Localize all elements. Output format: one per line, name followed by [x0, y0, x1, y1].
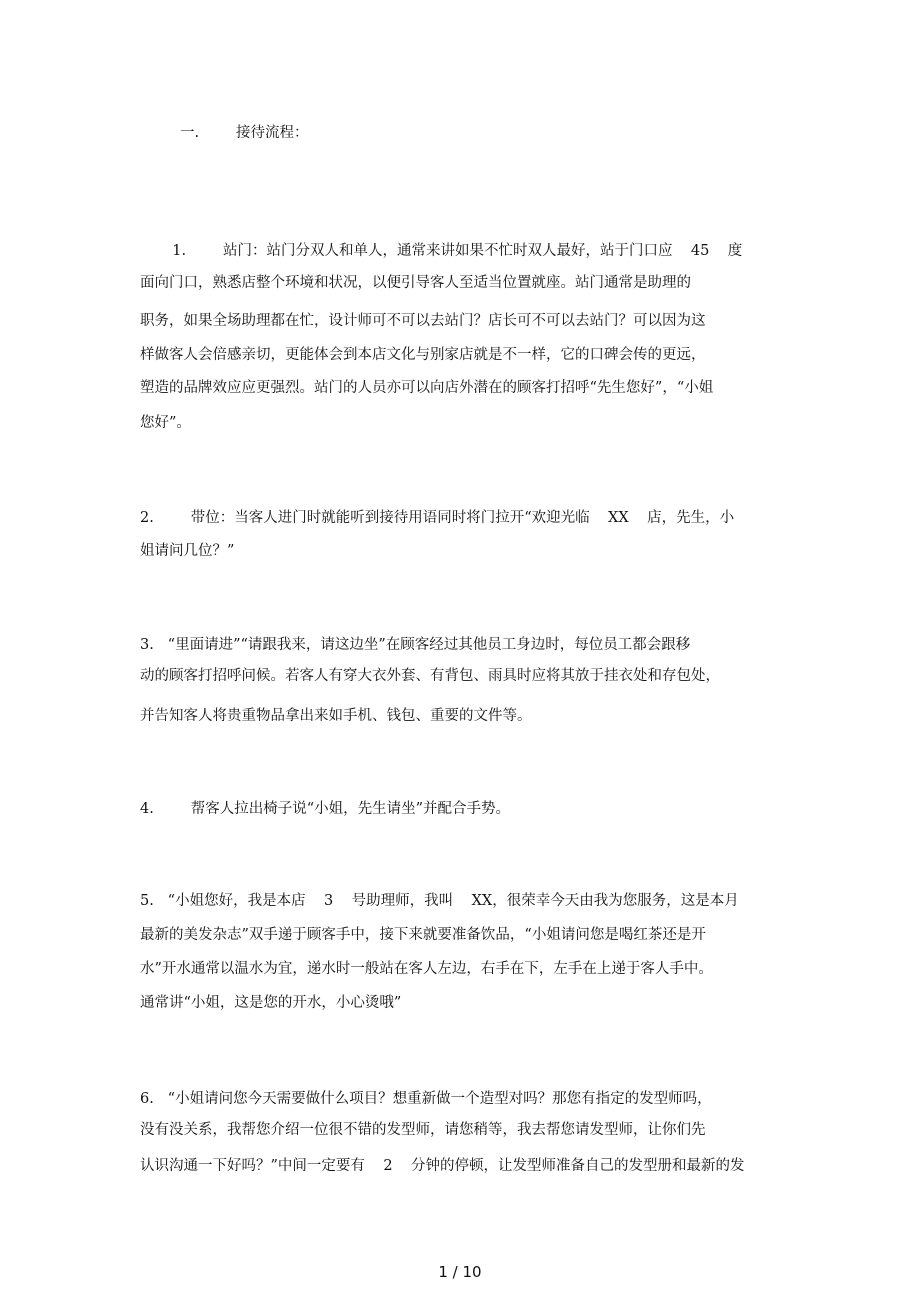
paragraph-line: 姐请问几位？” [140, 543, 235, 559]
paragraph-line: 2. 带位：当客人进门时就能听到接待用语同时将门拉开“欢迎光临 XX 店，先生，小 [140, 510, 735, 526]
page-indicator: 1 / 10 [438, 1263, 482, 1281]
paragraph-line: 4. 帮客人拉出椅子说“小姐，先生请坐”并配合手势。 [140, 801, 511, 817]
paragraph-line: 您好”。 [140, 415, 191, 431]
paragraph-line: 面向门口，熟悉店整个环境和状况，以便引导客人至适当位置就座。站门通常是助理的 [140, 275, 691, 291]
paragraph-line: 5. “小姐您好，我是本店 3 号助理师，我叫 XX，很荣幸今天由我为您服务，这是本月 [140, 893, 739, 909]
paragraph-line: 塑造的品牌效应应更强烈。站门的人员亦可以向店外潜在的顾客打招呼“先生您好”，“小姐 [140, 380, 714, 396]
paragraph-line: 水”开水通常以温水为宜，递水时一般站在客人左边，右手在下，左手在上递于客人手中。 [140, 961, 713, 977]
paragraph-line: 认识沟通一下好吗？”中间一定要有 2 分钟的停顿，让发型师准备自己的发型册和最新的发 [140, 1158, 745, 1174]
paragraph-line: 样做客人会倍感亲切，更能体会到本店文化与别家店就是不一样，它的口碑会传的更远， [140, 347, 706, 363]
paragraph-line: 并告知客人将贵重物品拿出来如手机、钱包、重要的文件等。 [140, 708, 532, 724]
paragraph-line: 通常讲“小姐，这是您的开水，小心烫哦” [140, 995, 402, 1011]
paragraph-line: 1. 站门：站门分双人和单人，通常来讲如果不忙时双人最好，站于门口应 45 度 [140, 243, 743, 259]
paragraph-line: 没有没关系，我帮您介绍一位很不错的发型师，请您稍等，我去帮您请发型师，让你们先 [140, 1122, 706, 1138]
paragraph-line: 动的顾客打招呼问候。若客人有穿大衣外套、有背包、雨具时应将其放于挂衣处和存包处， [140, 668, 720, 684]
paragraph-line: 职务，如果全场助理都在忙，设计师可不可以去站门？店长可不可以去站门？可以因为这 [140, 313, 706, 329]
section-heading: 一. 接待流程： [180, 125, 309, 141]
paragraph-line: 最新的美发杂志”双手递于顾客手中，接下来就要准备饮品，“小姐请问您是喝红茶还是开 [140, 927, 706, 943]
paragraph-line: 3. “里面请进”“请跟我来，请这边坐”在顾客经过其他员工身边时，每位员工都会跟移 [140, 637, 691, 653]
paragraph-line: 6. “小姐请问您今天需要做什么项目？想重新做一个造型对吗？那您有指定的发型师吗， [140, 1091, 712, 1107]
